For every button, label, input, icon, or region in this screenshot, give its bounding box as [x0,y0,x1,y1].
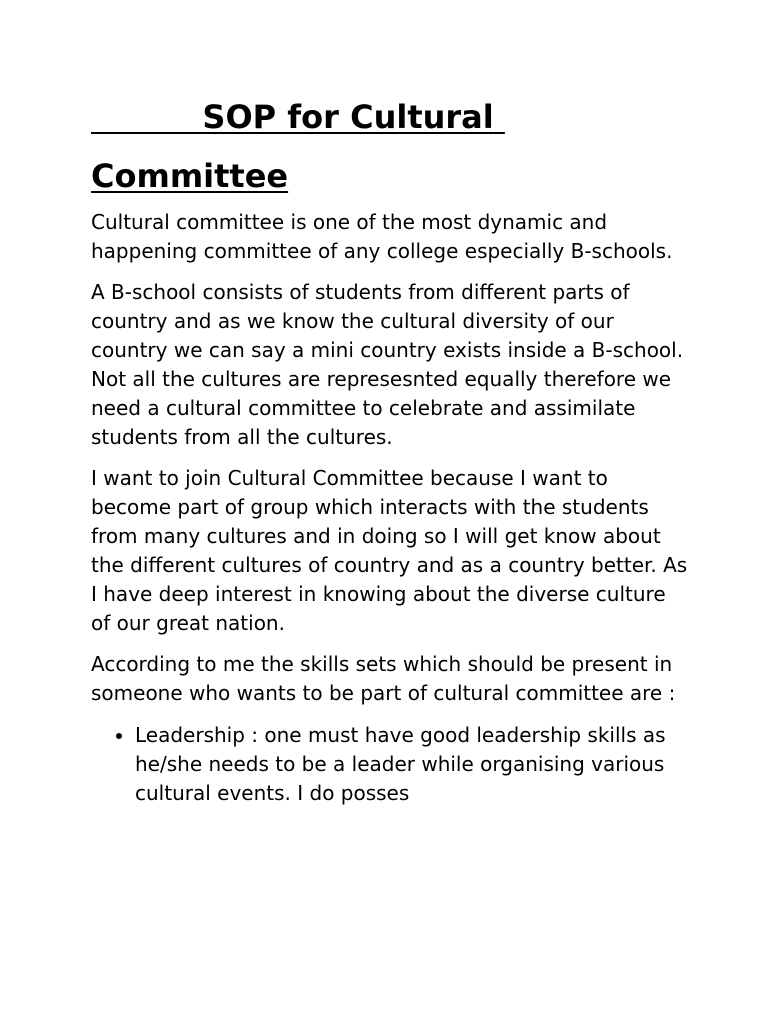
list-item: • Leadership : one must have good leadership skills as he/she needs to be a leader while organising various cultural events. I do posses [135,721,691,808]
paragraph-intro: Cultural committee is one of the most dynamic and happening committee of any college especially B-schools. [91,210,673,263]
paragraph-diversity: A B-school consists of students from different parts of country and as we know the cultural diversity of our country we can say a mini country exists inside a B-school. Not all the cultures are represesnted equally therefore we need a cultural committee to celebrate and assimilate students from all the cultures. [91,280,684,449]
skills-list [91,721,691,808]
paragraph-skills-intro: According to me the skills sets which should be present in someone who wants to be part of cultural committee are : [91,652,676,705]
document-page [91,88,691,808]
document-title: SOP for Cultural Committee [91,98,505,195]
paragraph-motivation: I want to join Cultural Committee because I want to become part of group which interacts with the students from many cultures and in doing so I will get know about the different cultures of country and as a country better. As I have deep interest in knowing about the diverse culture of our great nation. [91,466,688,635]
